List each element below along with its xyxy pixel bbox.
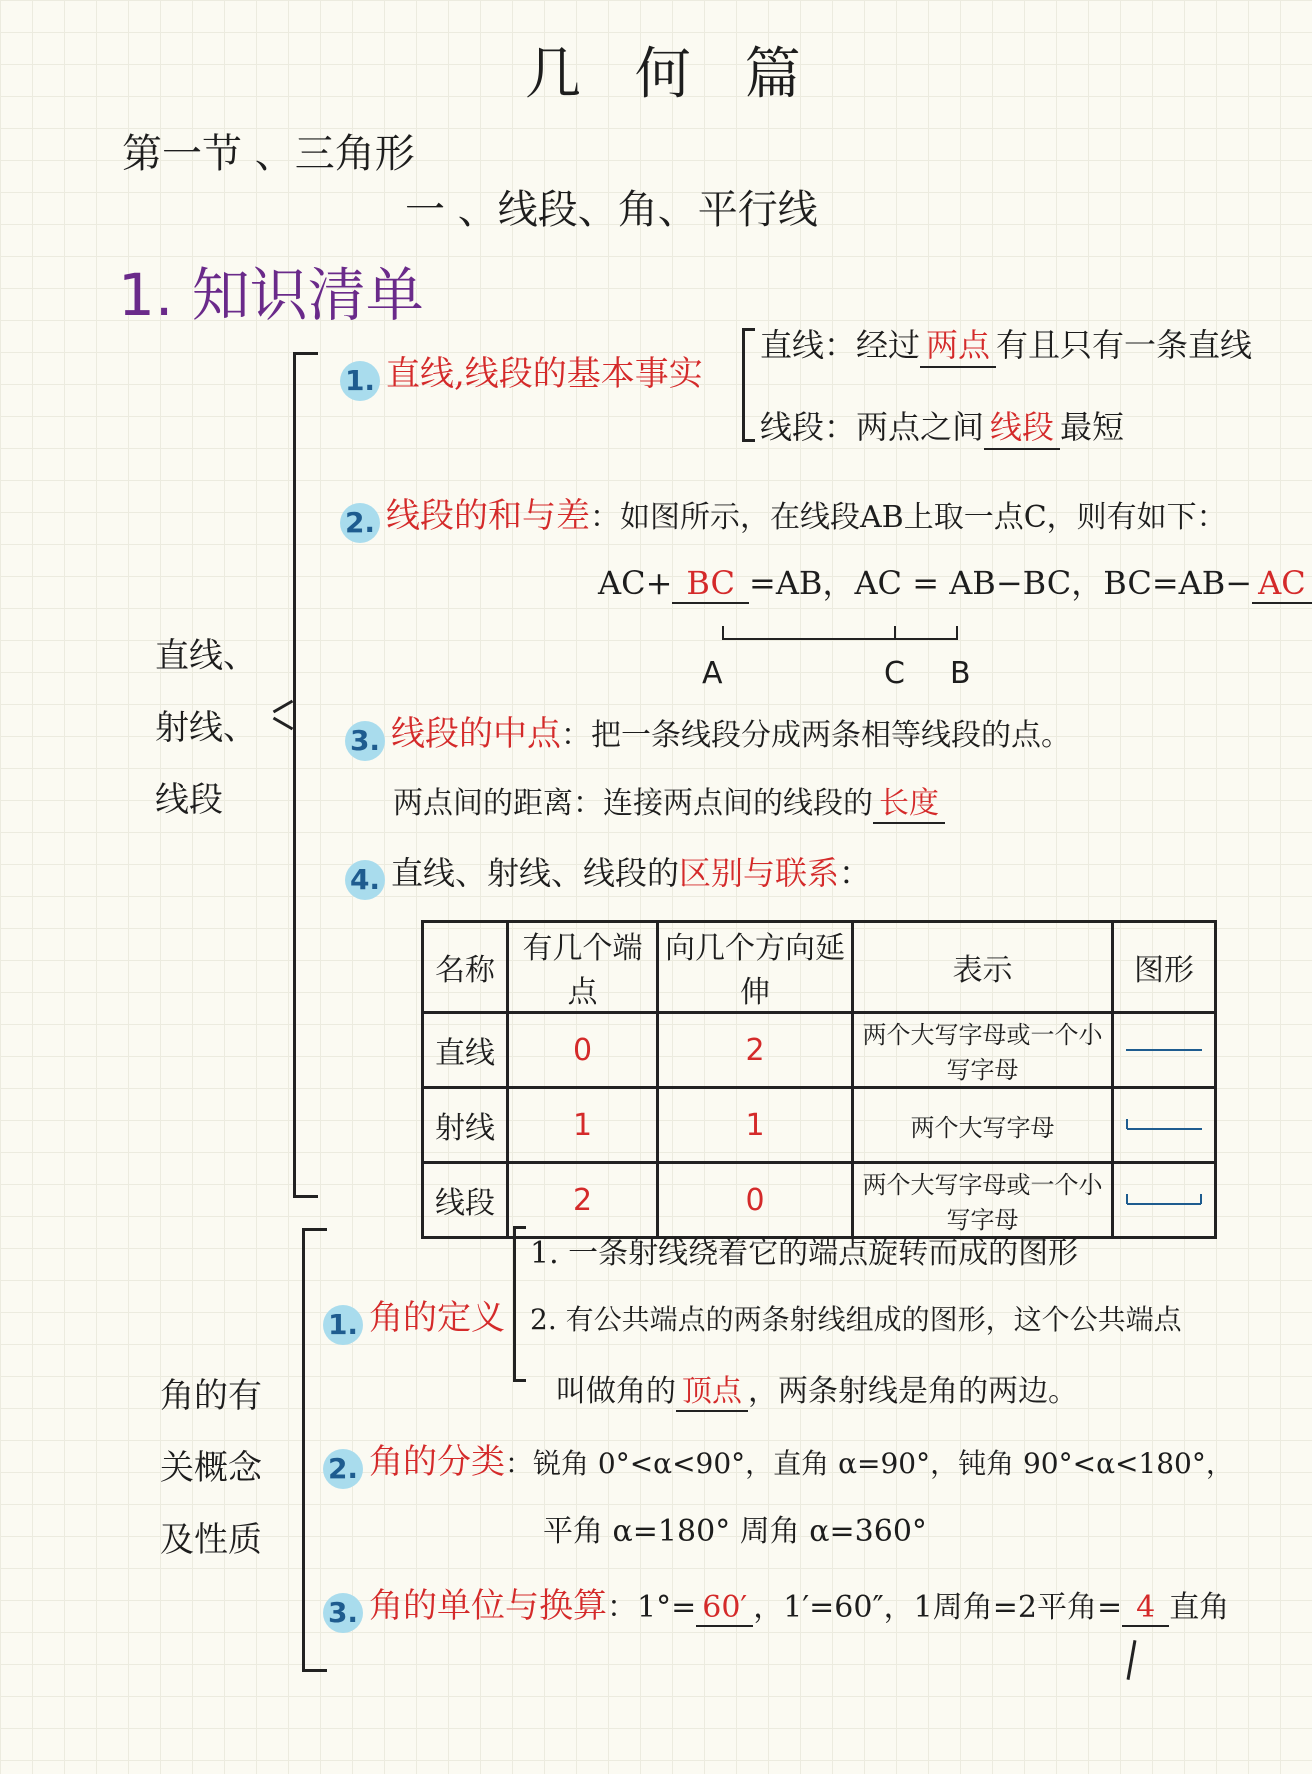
- def3-prefix: 叫做角的: [556, 1374, 676, 1409]
- cell-directions: 2: [658, 1013, 853, 1088]
- item-title: 角的单位与换算: [369, 1586, 607, 1626]
- segment-tick-b: [956, 626, 958, 640]
- table-row: [423, 1088, 1216, 1163]
- g1-item2-equation: [598, 558, 1312, 604]
- comparison-table: [421, 920, 1217, 1239]
- g2-item3: [323, 1578, 1229, 1633]
- subsection-title: 一 、线段、角、平行线: [405, 187, 818, 233]
- item-title: 直线,线段的基本事实: [386, 354, 703, 394]
- g2-item1-def3: [556, 1366, 1078, 1412]
- pen-stroke: [1127, 1640, 1137, 1680]
- g1-item1-line-b: [760, 402, 1124, 450]
- page-title: 几 何 篇: [525, 42, 819, 107]
- g1-item1: [340, 346, 703, 401]
- g1-item1-line-a: [760, 320, 1252, 368]
- item-title: 角的分类: [369, 1442, 505, 1482]
- eq-part-a: ：1°=: [607, 1590, 697, 1625]
- group1-label-line2: 射线、: [155, 708, 257, 748]
- cell-endpoints: 2: [508, 1163, 658, 1238]
- g2-item2-line2: 平角 α=180° 周角 α=360°: [543, 1514, 927, 1549]
- item-number-badge: 4.: [345, 860, 385, 900]
- line-a-suffix: 有且只有一条直线: [996, 326, 1253, 364]
- table-header-row: [423, 922, 1216, 1013]
- cell-shape: [1113, 1163, 1216, 1238]
- g2-item1-def2: 2. 有公共端点的两条射线组成的图形，这个公共端点: [530, 1303, 1182, 1336]
- ray-shape-icon: [1124, 1115, 1204, 1135]
- eq-blank-1: BC: [672, 564, 749, 604]
- g1-item3-line2: [393, 778, 945, 824]
- knowledge-heading: 1. 知识清单: [118, 261, 424, 329]
- item-title: 线段的中点: [391, 714, 561, 754]
- point-label-c: C: [884, 656, 905, 691]
- item-title: 线段的和与差: [386, 496, 590, 536]
- cell-name: 直线: [423, 1013, 508, 1088]
- cell-name: 射线: [423, 1088, 508, 1163]
- g1-item4: [345, 848, 871, 900]
- g2-item1-def1: 1. 一条射线绕着它的端点旋转而成的图形: [530, 1236, 1079, 1271]
- g2-item2: [323, 1434, 1234, 1489]
- cell-name: 线段: [423, 1163, 508, 1238]
- eq-blank-2: 4: [1122, 1590, 1169, 1627]
- eq-part-c: 直角: [1169, 1590, 1230, 1625]
- line-b-blank: 线段: [984, 402, 1060, 450]
- cell-directions: 1: [658, 1088, 853, 1163]
- eq-blank-1: 60′: [696, 1590, 753, 1627]
- item-desc: ：把一条线段分成两条相等线段的点。: [561, 718, 1071, 753]
- def3-blank: 顶点: [676, 1366, 748, 1412]
- item-number-badge: 2.: [323, 1449, 363, 1489]
- group2-label-line2: 关概念: [160, 1448, 262, 1488]
- item-number-badge: 3.: [323, 1593, 363, 1633]
- cell-directions: 0: [658, 1163, 853, 1238]
- cell-endpoints: 0: [508, 1013, 658, 1088]
- line2-blank: 长度: [873, 778, 945, 824]
- segment-tick-c: [894, 626, 896, 640]
- group1-bracket-tip: [273, 700, 294, 714]
- line-a-prefix: 直线：经过: [760, 326, 921, 364]
- g1-item2: [340, 488, 1227, 543]
- table-row: [423, 1013, 1216, 1088]
- cell-notation: 两个大写字母: [853, 1088, 1113, 1163]
- header-notation: 表示: [853, 922, 1113, 1013]
- header-name: 名称: [423, 922, 508, 1013]
- item-number-badge: 1.: [340, 361, 380, 401]
- point-label-b: B: [950, 656, 971, 691]
- item-title-c: ：: [839, 854, 872, 892]
- cell-notation: 两个大写字母或一个小写字母: [853, 1163, 1113, 1238]
- group2-label-line1: 角的有: [160, 1376, 262, 1416]
- item-desc: ：如图所示，在线段AB上取一点C，则有如下：: [590, 500, 1227, 535]
- cell-endpoints: 1: [508, 1088, 658, 1163]
- item-desc: ：锐角 0°<α<90°，直角 α=90°，钝角 90°<α<180°，: [505, 1447, 1234, 1480]
- line-b-suffix: 最短: [1060, 408, 1125, 446]
- group2-label-line3: 及性质: [160, 1520, 262, 1560]
- cell-notation: 两个大写字母或一个小写字母: [853, 1013, 1113, 1088]
- header-directions: 向几个方向延伸: [658, 922, 853, 1013]
- segment-shape-icon: [1124, 1190, 1204, 1210]
- group1-label-line3: 线段: [155, 780, 223, 820]
- item-number-badge: 1.: [323, 1305, 363, 1345]
- item-number-badge: 3.: [345, 721, 385, 761]
- eq-part-b: ，1′=60″，1周角=2平角=: [753, 1590, 1123, 1625]
- def3-suffix: ，两条射线是角的两边。: [748, 1374, 1078, 1409]
- item-title: 角的定义: [369, 1298, 505, 1338]
- point-label-a: A: [702, 656, 723, 691]
- item-title-a: 直线、射线、线段的: [391, 854, 680, 892]
- g1-item1-brace: [742, 328, 755, 442]
- line-b-prefix: 线段：两点之间: [760, 408, 985, 446]
- g2-item1: [323, 1290, 505, 1345]
- eq-part-a: AC+: [598, 564, 673, 602]
- cell-shape: [1113, 1088, 1216, 1163]
- header-endpoints: 有几个端点: [508, 922, 658, 1013]
- line-a-blank: 两点: [920, 320, 996, 368]
- table-row: [423, 1163, 1216, 1238]
- g1-item3: [345, 706, 1071, 761]
- group1-bracket-tip2: [273, 717, 294, 731]
- eq-part-b: =AB，AC = AB−BC，BC=AB−: [749, 564, 1253, 602]
- group1-bracket: [293, 352, 318, 1198]
- item-title-b: 区别与联系: [679, 854, 840, 892]
- item-number-badge: 2.: [340, 503, 380, 543]
- section-title: 第一节 、三角形: [122, 131, 415, 177]
- eq-blank-2: AC: [1252, 564, 1312, 604]
- segment-tick-a: [722, 626, 724, 640]
- line2-prefix: 两点间的距离：连接两点间的线段的: [393, 786, 873, 821]
- cell-shape: [1113, 1013, 1216, 1088]
- header-shape: 图形: [1113, 922, 1216, 1013]
- group1-label-line1: 直线、: [155, 636, 257, 676]
- line-shape-icon: [1124, 1040, 1204, 1060]
- segment-ab-line: [722, 638, 958, 640]
- g2-item1-brace: [513, 1226, 526, 1382]
